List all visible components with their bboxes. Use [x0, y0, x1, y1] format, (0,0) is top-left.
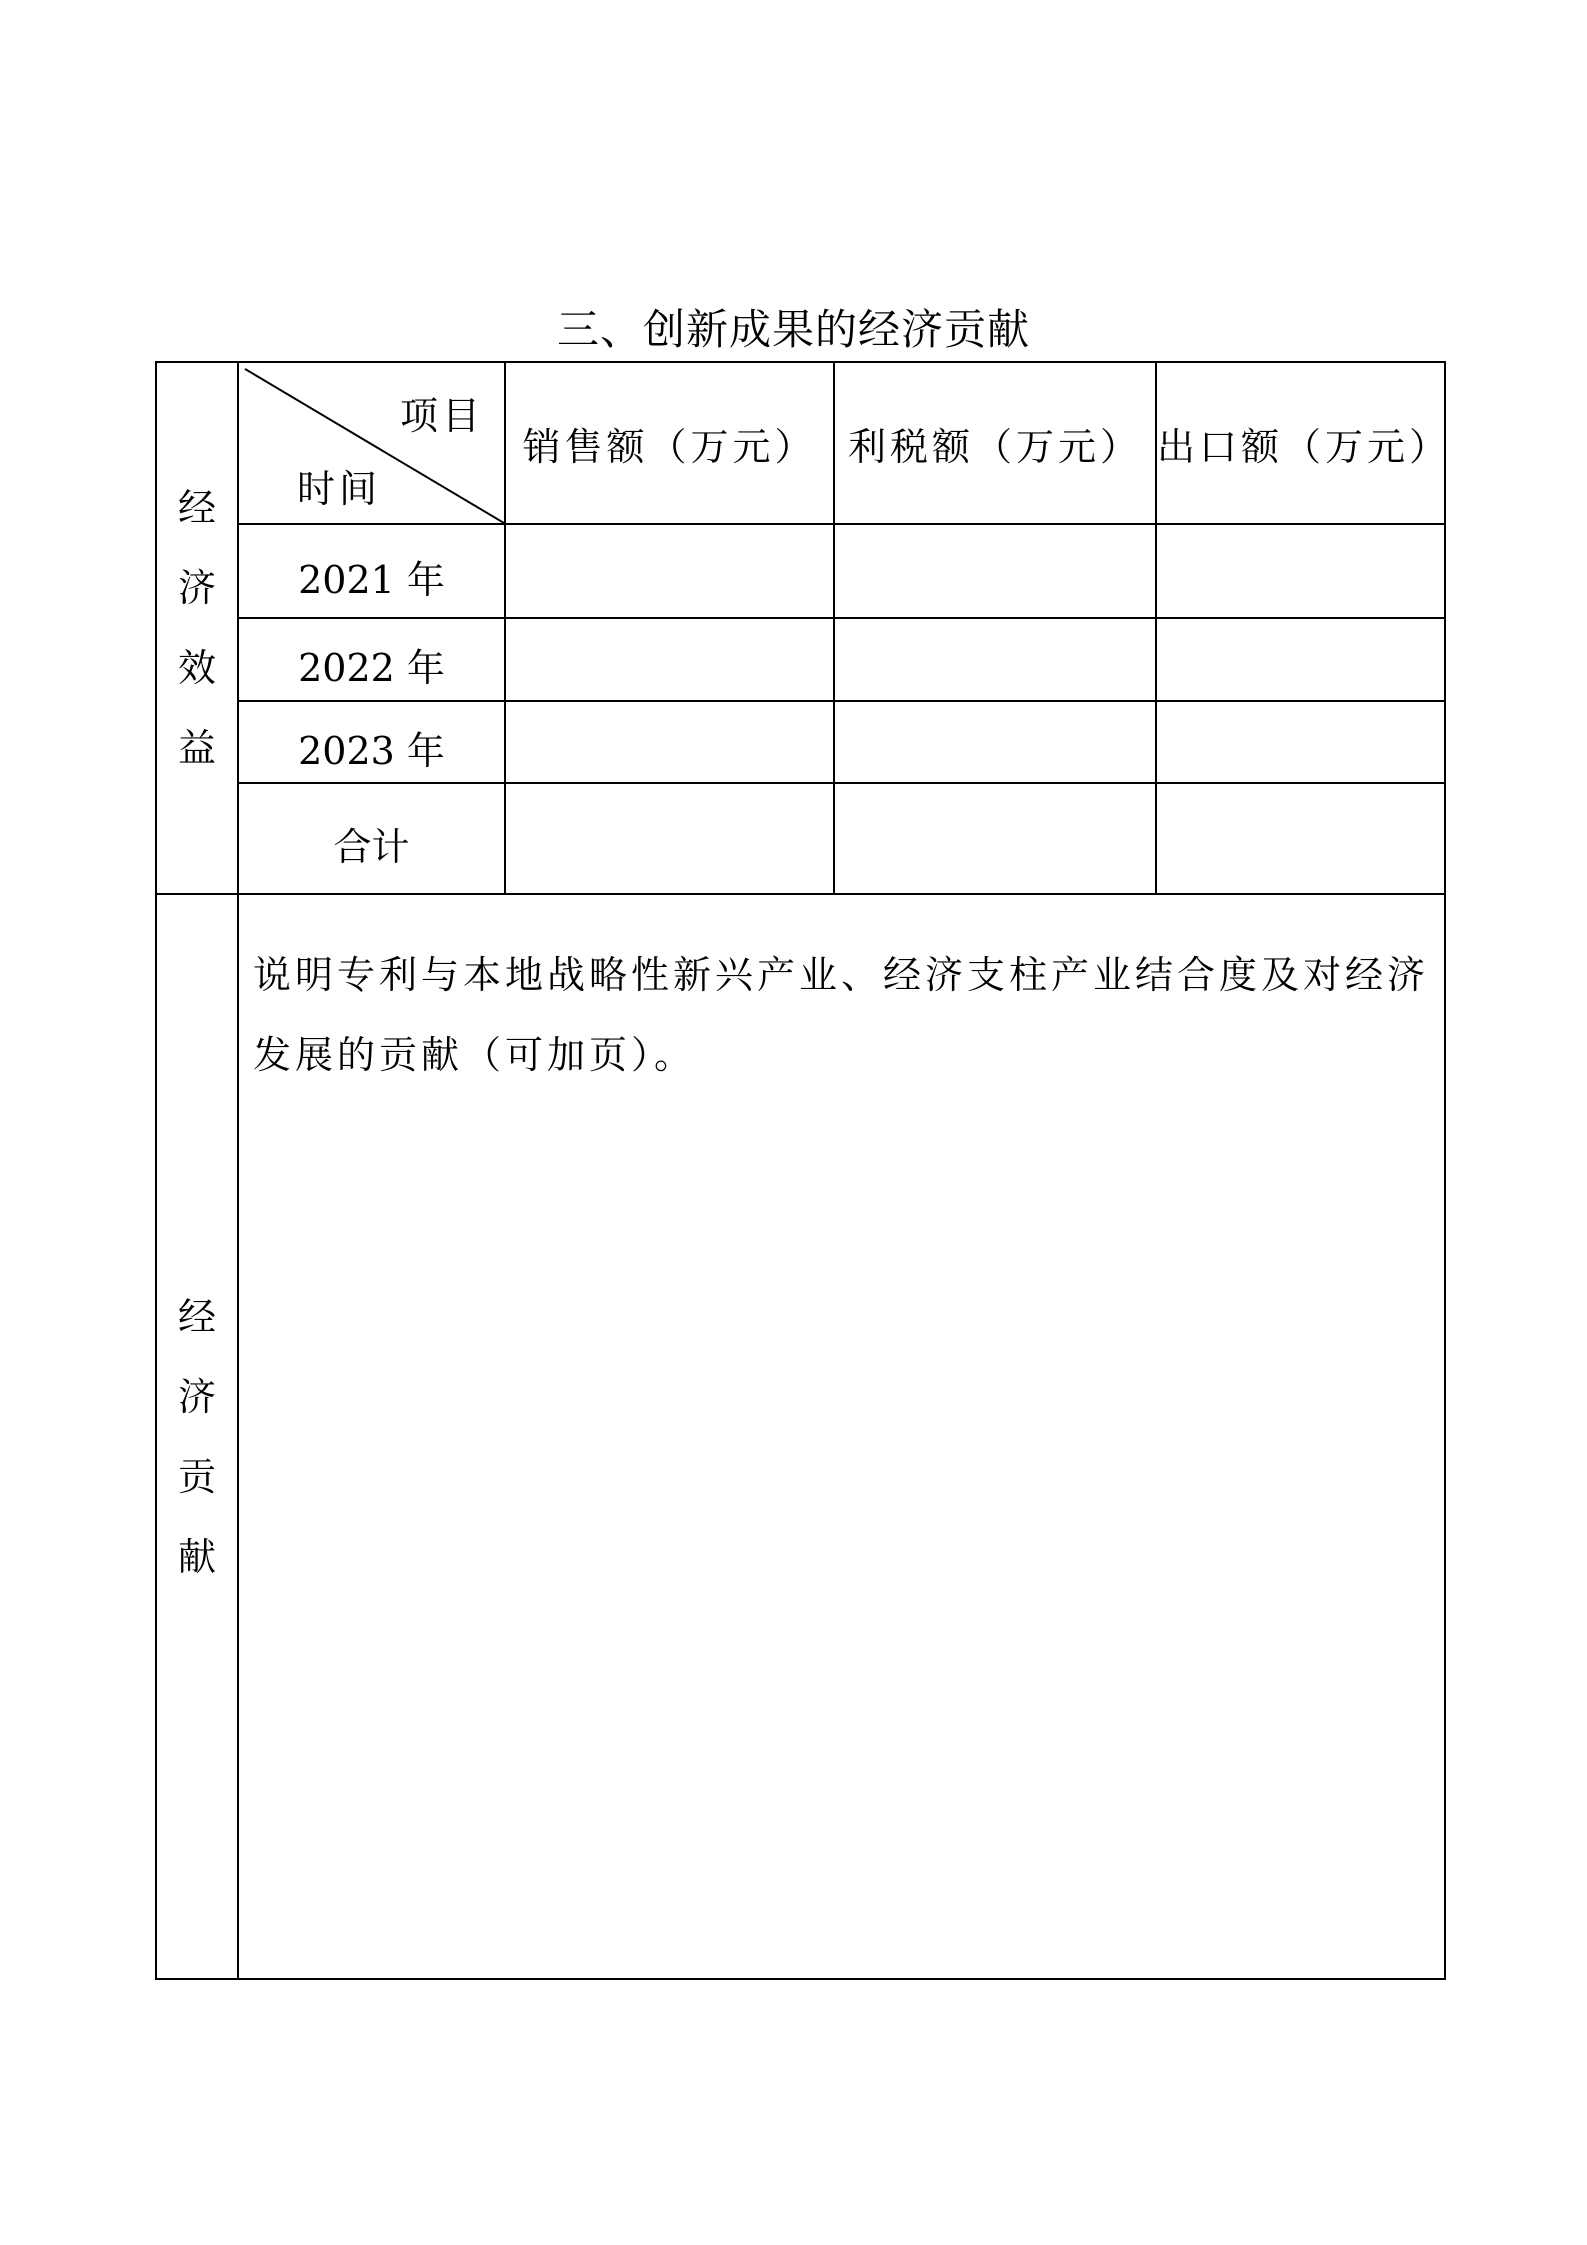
diagonal-header-cell	[238, 362, 505, 524]
cell-2023-sales[interactable]	[505, 701, 834, 783]
cell-2021-sales[interactable]	[505, 524, 834, 618]
cell-2023-profit-tax[interactable]	[834, 701, 1156, 783]
row-label-2023: 2023 年	[238, 701, 505, 783]
cell-total-sales[interactable]	[505, 783, 834, 894]
cell-2021-export[interactable]	[1156, 524, 1445, 618]
cell-2022-sales[interactable]	[505, 618, 834, 701]
section-label-economic-benefit: 经 济 效 益	[156, 362, 238, 894]
column-header-sales: 销售额（万元）	[505, 362, 834, 524]
header-time-label: 时间	[297, 467, 382, 511]
row-label-total: 合计	[238, 783, 505, 894]
section-label-economic-contribution: 经 济 贡 献	[156, 894, 238, 1979]
cell-total-profit-tax[interactable]	[834, 783, 1156, 894]
page-title: 三、创新成果的经济贡献	[556, 305, 1030, 354]
table-row	[156, 618, 1445, 701]
column-header-export: 出口额（万元）	[1156, 362, 1445, 524]
table-row	[156, 524, 1445, 618]
economic-contribution-form	[155, 361, 1452, 1980]
cell-total-export[interactable]	[1156, 783, 1445, 894]
row-label-2022: 2022 年	[238, 618, 505, 701]
cell-2021-profit-tax[interactable]	[834, 524, 1156, 618]
row-label-2021: 2021 年	[238, 524, 505, 618]
column-header-profit-tax: 利税额（万元）	[834, 362, 1156, 524]
header-item-label: 项目	[399, 394, 484, 438]
cell-2022-profit-tax[interactable]	[834, 618, 1156, 701]
contribution-description-area[interactable]	[238, 894, 1445, 1979]
contribution-instruction: 说明专利与本地战略性新兴产业、经济支柱产业结合度及对经济发展的贡献（可加页）。	[253, 953, 1430, 1077]
cell-2022-export[interactable]	[1156, 618, 1445, 701]
cell-2023-export[interactable]	[1156, 701, 1445, 783]
table-row	[156, 783, 1445, 894]
table-row	[156, 701, 1445, 783]
